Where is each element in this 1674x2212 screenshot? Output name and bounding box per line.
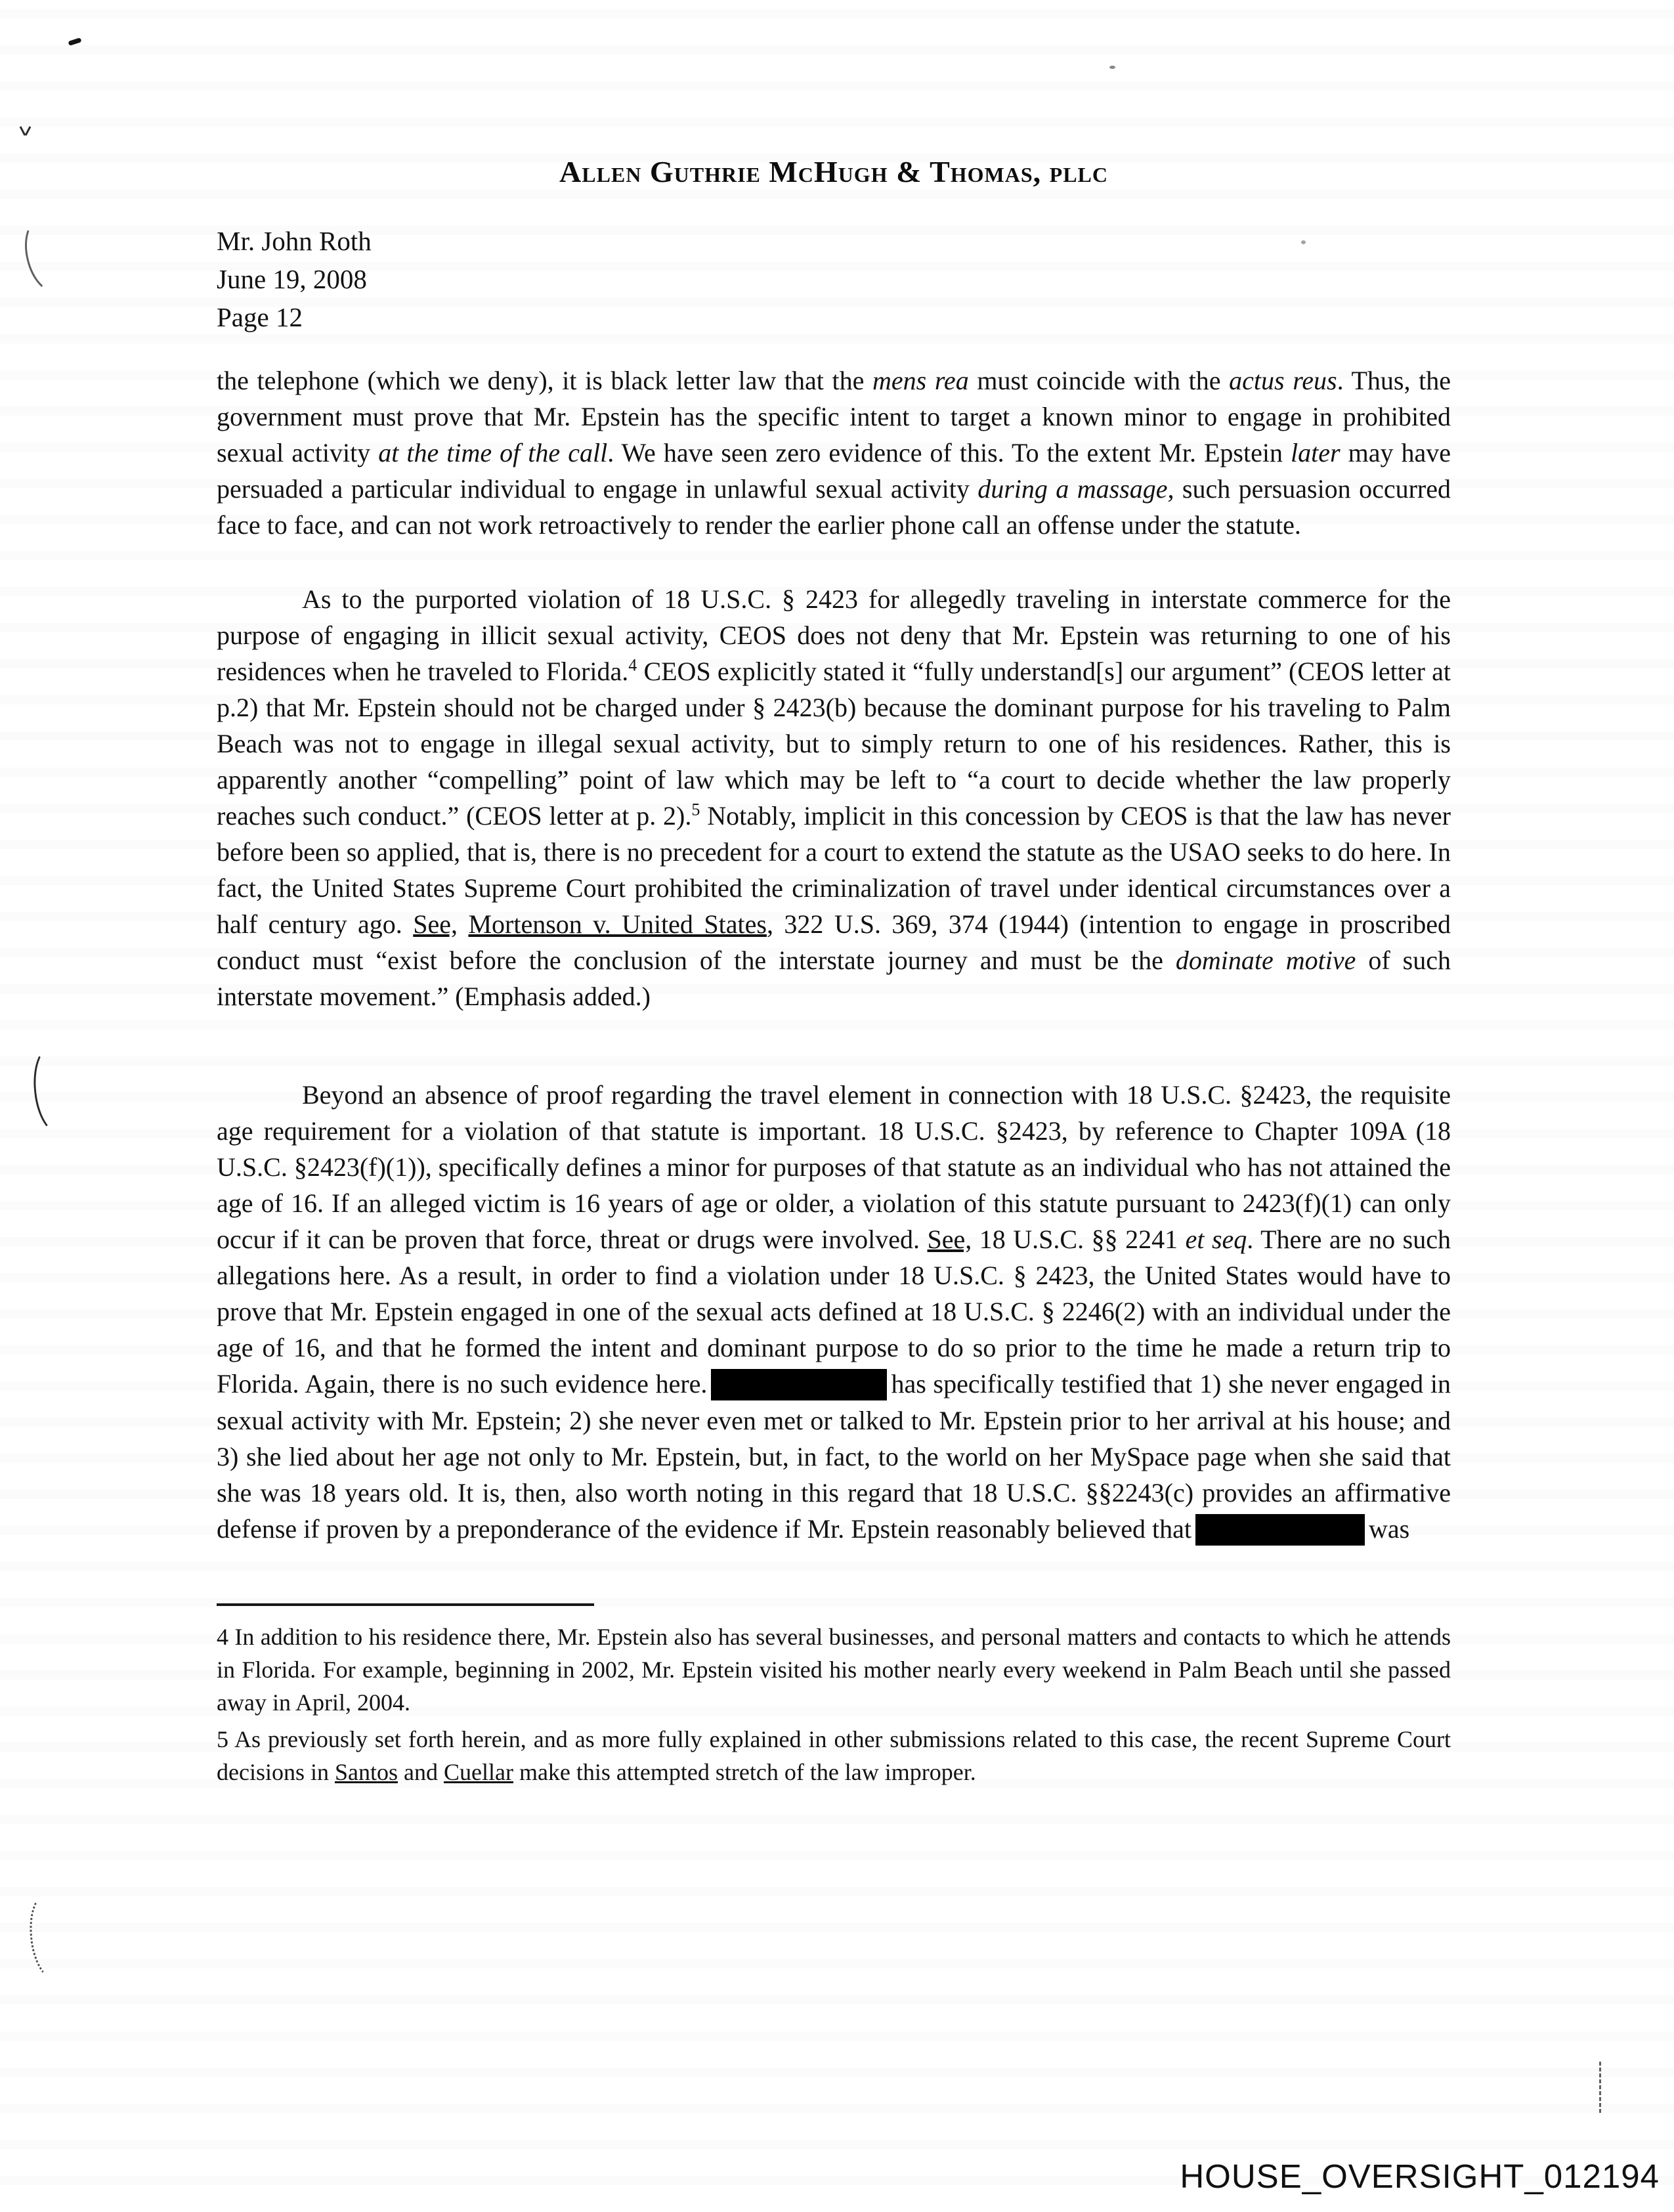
text-segment bbox=[458, 909, 468, 939]
body-paragraphs bbox=[217, 362, 1451, 1548]
scan-dashed-line bbox=[1599, 2062, 1601, 2113]
footnote-reference: 4 bbox=[628, 655, 637, 675]
italic-text: actus reus bbox=[1229, 366, 1337, 395]
footnote bbox=[217, 1723, 1451, 1789]
italic-text: later bbox=[1291, 438, 1341, 467]
redaction-bar bbox=[1195, 1514, 1365, 1546]
footnote-separator bbox=[217, 1603, 594, 1606]
bates-stamp: HOUSE_OVERSIGHT_012194 bbox=[1180, 2158, 1660, 2195]
italic-text: during a massage, bbox=[977, 474, 1174, 504]
text-segment: . We have seen zero evidence of this. To the extent Mr. Epstein bbox=[607, 438, 1291, 467]
text-segment: Beyond an absence of proof regarding the travel element in connection with 18 U.S.C. §2423, the requisite age requirement for a violation of that statute is important. 18 U.S.C. §2423, by reference to Chapter 109A (18 U.S.C. §2423(f)(1)), specifically defines a minor for purposes of that statute as an individual who has not attained the age of 16. If an alleged victim is 16 years of age or older, a violation of this statute pursuant to 2423(f)(1) can only occur if it can be proven that force, threat or drugs were involved. bbox=[217, 1080, 1451, 1254]
footnote-reference: 5 bbox=[691, 800, 700, 819]
text-segment: may have persuaded a particular individual to engage in unlawful sexual activity bbox=[217, 438, 1451, 504]
letter-date: June 19, 2008 bbox=[217, 264, 367, 294]
text-segment: must coincide with the bbox=[968, 366, 1230, 395]
text-segment: and bbox=[398, 1758, 444, 1785]
text-segment: , 322 U.S. 369, 374 (1944) (intention to engage in proscribed conduct must “exist before the conclusion of the interstate journey and must be the bbox=[217, 909, 1451, 975]
underlined-text: Santos bbox=[334, 1758, 398, 1785]
text-segment: of such interstate movement.” (Emphasis added.) bbox=[217, 945, 1451, 1011]
italic-text: et seq bbox=[1185, 1225, 1247, 1254]
text-segment: As to the purported violation of 18 U.S.C. § 2423 for allegedly traveling in interstate commerce for the purpose of engaging in illicit sexual activity, CEOS does not deny that Mr. Epstein was returning to one of his residences when he traveled to Florida. bbox=[217, 584, 1451, 686]
text-segment: such persuasion occurred face to face, and can not work retroactively to render the earlier phone call an offense under the statute. bbox=[217, 474, 1451, 540]
text-segment: . Thus, the government must prove that Mr. Epstein has the specific intent to target a known minor to engage in prohibited sexual activity bbox=[217, 366, 1451, 467]
law-firm-name: Allen Guthrie McHugh & Thomas, pllc bbox=[559, 155, 1108, 188]
paragraph bbox=[217, 362, 1451, 543]
underlined-text: Mortenson v. United States bbox=[468, 909, 767, 939]
text-segment: . There are no such allegations here. As a result, in order to find a violation under 18 U.S.C. § 2423, the United States would have to prove that Mr. Epstein engaged in one of the sexual acts defined at 18 U.S.C. § 2246(2) with an individual under the age of 16, and that he formed the intent and dominant purpose to do so prior to the time he made a return trip to Florida. Again, there is no such evidence here. bbox=[217, 1225, 1451, 1399]
underlined-text: See, bbox=[927, 1225, 972, 1254]
text-segment: make this attempted stretch of the law improper. bbox=[513, 1758, 976, 1785]
scan-paren-mark bbox=[26, 1890, 77, 1982]
underlined-text: Cuellar bbox=[443, 1758, 513, 1785]
text-segment: has specifically testified that 1) she never engaged in sexual activity with Mr. Epstein; 2) she never even met or talked to Mr. Epstein prior to her arrival at his house; and 3) she lied about her age not only to Mr. Epstein, but, in fact, to the world on her MySpace page when she said that she was 18 years old. It is, then, also worth noting in this regard that 18 U.S.C. §§2243(c) provides an affirmative defense if proven by a preponderance of the evidence if Mr. Epstein reasonably believed that bbox=[217, 1369, 1451, 1544]
paragraph bbox=[217, 1077, 1451, 1548]
italic-text: dominate motive bbox=[1175, 945, 1356, 975]
underlined-text: See, bbox=[413, 909, 458, 939]
recipient-name: Mr. John Roth bbox=[217, 226, 372, 256]
redaction-bar bbox=[711, 1369, 887, 1400]
text-segment: Notably, implicit in this concession by CEOS is that the law has never before been so applied, that is, there is no precedent for a court to extend the statute as the USAO seeks to do here. In fact, the United States Supreme Court prohibited the criminalization of travel under identical circumstances over a half century ago. bbox=[217, 801, 1451, 939]
footnote bbox=[217, 1620, 1451, 1719]
italic-text: at the time of the call bbox=[378, 438, 608, 467]
page-number-label: Page 12 bbox=[217, 302, 303, 332]
text-segment: 18 U.S.C. §§ 2241 bbox=[972, 1225, 1186, 1254]
text-segment: the telephone (which we deny), it is black letter law that the bbox=[217, 366, 873, 395]
text-segment: CEOS explicitly stated it “fully understand[s] our argument” (CEOS letter at p.2) that Mr. Epstein should not be charged under § 2423(b) because the dominant purpose for his traveling to Palm Beach was not to engage in illegal sexual activity, but to simply return to one of his residences. Rather, this is apparently another “compelling” point of law which may be left to “a court to decide whether the law properly reaches such conduct.” (CEOS letter at p. 2). bbox=[217, 657, 1451, 831]
italic-text: mens rea bbox=[872, 366, 969, 395]
text-segment: was bbox=[1368, 1513, 1410, 1544]
footnotes-list bbox=[217, 1620, 1451, 1789]
paragraph bbox=[217, 581, 1451, 1014]
text-segment: 4 In addition to his residence there, Mr. Epstein also has several businesses, and personal matters and contacts to which he attends in Florida. For example, beginning in 2002, Mr. Epstein visited his mother nearly every weekend in Palm Beach until she passed away in April, 2004. bbox=[217, 1623, 1451, 1716]
text-segment: 5 As previously set forth herein, and as more fully explained in other submissions related to this case, the recent Supreme Court decisions in bbox=[217, 1725, 1451, 1785]
address-block bbox=[217, 222, 1451, 336]
